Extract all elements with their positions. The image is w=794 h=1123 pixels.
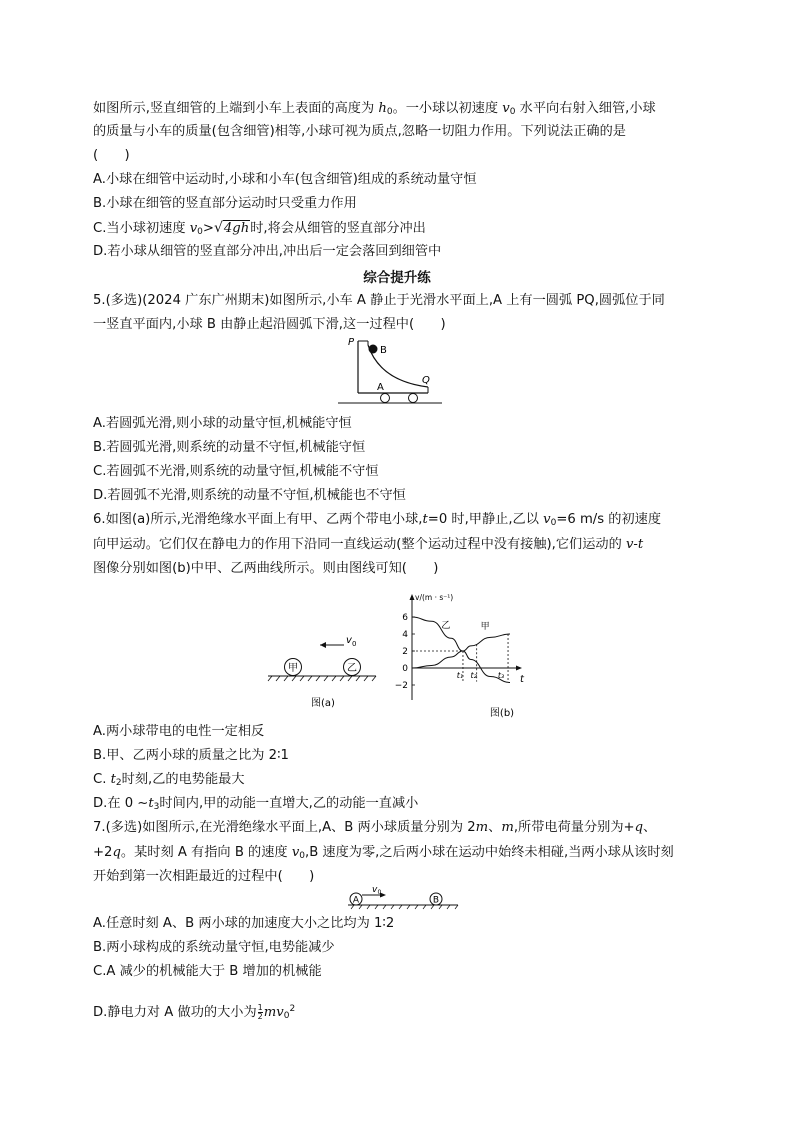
q5-option-a: A.若圆弧光滑,则小球的动量守恒,机械能守恒 xyxy=(93,416,352,431)
q7-v0: v xyxy=(291,845,300,860)
q5-stem-line1: 5.(多选)(2024 广东广州期末)如图所示,小车 A 静止于光滑水平面上,A 上有一圆弧 PQ,圆弧位于同 xyxy=(93,293,665,308)
q5-option-d: D.若圆弧不光滑,则系统的动量不守恒,机械能也不守恒 xyxy=(93,488,406,503)
q4-option-b: B.小球在细管的竖直部分运动时只受重力作用 xyxy=(93,196,357,211)
q5-option-c: C.若圆弧不光滑,则系统的动量守恒,机械能不守恒 xyxy=(93,464,379,479)
q4-h0-sub: 0 xyxy=(386,107,393,117)
series-line-jia xyxy=(412,634,510,668)
q7-option-d-sup: 2 xyxy=(289,1004,296,1014)
q7-stem-line2 xyxy=(93,843,674,866)
q4-option-c-text: C.当小球初速度 xyxy=(93,221,190,236)
q6-v0-sub: 0 xyxy=(550,518,557,528)
q6-fig-a-v: v xyxy=(346,635,352,646)
t-tick-label: t₁ xyxy=(456,671,464,681)
q6-figure-b-chart xyxy=(392,590,532,718)
q4-option-c-sub: 0 xyxy=(197,227,203,237)
q7-m2: m xyxy=(501,820,514,835)
q4-option-c-v: v xyxy=(189,221,198,236)
chart-y-arrow xyxy=(410,594,415,600)
q6-stem-text: =0 时,甲静止,乙以 xyxy=(427,512,544,527)
q7-option-c: C.A 减少的机械能大于 B 增加的机械能 xyxy=(93,964,322,979)
q6-option-c-text: 时刻,乙的电势能最大 xyxy=(121,772,245,787)
q4-option-d: D.若小球从细管的竖直部分冲出,冲出后一定会落回到细管中 xyxy=(93,244,442,259)
curve-label-yi: 乙 xyxy=(441,621,451,632)
q7-stem-text: 、 xyxy=(488,820,502,835)
t-tick-label: t₂ xyxy=(470,671,477,681)
fraction-one-half xyxy=(258,1004,263,1021)
q7-figure xyxy=(318,885,460,913)
q4-option-c-text2: 时,将会从细管的竖直部分冲出 xyxy=(250,221,426,236)
y-tick-label: 4 xyxy=(402,630,408,640)
q7-stem-text: 7.(多选)如图所示,在光滑绝缘水平面上,A、B 两小球质量分别为 2 xyxy=(93,820,476,835)
q7-stem-text: ,B 速度为零,之后两小球在运动中始终未相碰,当两小球从该时刻 xyxy=(305,845,674,860)
q5-figure xyxy=(330,335,450,409)
q7-fig-v: v xyxy=(372,885,378,895)
q7-m1: m xyxy=(475,820,489,835)
y-tick-label: 0 xyxy=(402,664,408,674)
q4-option-c-gt: > xyxy=(202,221,214,236)
q6-stem-line2 xyxy=(93,535,643,555)
q6-stem-text: 向甲运动。它们仅在静电力的作用下沿同一直线运动(整个运动过程中没有接触),它们运动的 xyxy=(93,537,626,552)
q5-fig-label-p: P xyxy=(348,337,355,348)
q6-stem-line1 xyxy=(93,510,661,533)
q7-fig-ball-a: A xyxy=(352,895,360,906)
q6-option-d-text2: 时间内,甲的动能一直增大,乙的动能一直减小 xyxy=(159,796,419,811)
q5-option-b: B.若圆弧光滑,则系统的动量不守恒,机械能守恒 xyxy=(93,440,366,455)
q6-t: t xyxy=(422,512,428,527)
chart-caption: 图(b) xyxy=(489,708,515,719)
q7-option-a: A.任意时刻 A、B 两小球的加速度大小之比均为 1∶2 xyxy=(93,916,395,931)
q4-option-c xyxy=(93,218,426,242)
y-tick-label: 2 xyxy=(402,647,408,657)
fraction-numerator: 1 xyxy=(257,1002,263,1012)
q4-stem-line1 xyxy=(93,99,656,122)
q4-stem-line2: 的质量与小车的质量(包含细管)相等,小球可视为质点,忽略一切阻力作用。下列说法正确的是 xyxy=(93,124,626,139)
q7-stem-line1 xyxy=(93,818,656,838)
q6-ball-yi: 乙 xyxy=(347,663,357,674)
q7-fig-ball-b: B xyxy=(432,895,440,906)
q5-stem-line2: 一竖直平面内,小球 B 由静止起沿圆弧下滑,这一过程中( ) xyxy=(93,317,446,332)
q4-stem-text: 如图所示,竖直细管的上端到小车上表面的高度为 xyxy=(93,101,379,116)
q4-stem-text: 。一小球以初速度 xyxy=(392,101,503,116)
q7-q1: q xyxy=(634,820,644,835)
q6-ball-jia: 甲 xyxy=(288,663,298,674)
y-tick-label: 6 xyxy=(402,613,408,623)
q6-option-c: C. $t_2$时刻,乙的电势能最大 xyxy=(93,772,245,788)
q6-figure-a xyxy=(262,635,382,715)
q7-q2: q xyxy=(112,845,121,860)
q4-stem-text: 水平向右射入细管,小球 xyxy=(515,101,656,116)
fraction-denominator: 2 xyxy=(257,1011,263,1021)
q7-option-d-text: D.静电力对 A 做功的大小为 xyxy=(93,1005,257,1020)
sqrt-sign: √ xyxy=(213,220,223,236)
q6-fig-a-v-sub: 0 xyxy=(352,640,357,648)
q7-stem-text: +2 xyxy=(93,845,113,860)
q6-option-c-sub: 2 xyxy=(115,778,122,788)
q7-fig-v-sub: 0 xyxy=(377,889,382,896)
q6-vt: v-t xyxy=(625,537,644,552)
q4-option-a: A.小球在细管中运动时,小球和小车(包含细管)组成的系统动量守恒 xyxy=(93,172,477,187)
q7-option-d-mv: mv xyxy=(263,1005,284,1020)
q6-v0: v xyxy=(543,512,551,527)
q7-option-d xyxy=(93,999,295,1026)
q6-stem-line3: 图像分别如图(b)中甲、乙两曲线所示。则由图线可知( ) xyxy=(93,561,439,576)
chart-y-label: v/(m · s⁻¹) xyxy=(415,593,454,602)
q5-fig-label-q: Q xyxy=(422,375,430,386)
q7-stem-line3: 开始到第一次相距最近的过程中( ) xyxy=(93,869,315,884)
q7-option-d-sub: 0 xyxy=(283,1011,290,1021)
q7-stem-text: ,所带电荷量分别为+ xyxy=(513,820,635,835)
q6-option-d-sub: 3 xyxy=(153,802,160,812)
q6-option-c-t: t xyxy=(110,772,116,787)
q7-stem-text: 、 xyxy=(643,820,657,835)
curve-label-jia: 甲 xyxy=(480,621,490,632)
q6-option-a: A.两小球带电的电性一定相反 xyxy=(93,724,265,739)
q5-fig-label-b: B xyxy=(380,345,387,356)
t-tick-label: t₃ xyxy=(497,671,505,681)
q4-h0: h xyxy=(378,101,387,116)
q4-v0-sub: 0 xyxy=(509,107,516,117)
section-title: 综合提升练 xyxy=(363,270,431,286)
q4-answer-blank: ( ) xyxy=(93,148,130,163)
q6-option-d xyxy=(93,794,418,817)
chart-x-label: t xyxy=(520,674,524,685)
q7-stem-text: 。某时刻 A 有指向 B 的速度 xyxy=(120,845,292,860)
q6-option-d-t: t xyxy=(148,796,154,811)
q6-stem-text: =6 m/s 的初速度 xyxy=(556,512,662,527)
q7-v0-sub: 0 xyxy=(299,851,305,861)
q6-fig-a-caption: 图(a) xyxy=(311,698,335,709)
q7-option-b: B.两小球构成的系统动量守恒,电势能减少 xyxy=(93,940,335,955)
q6-stem-text: 6.如图(a)所示,光滑绝缘水平面上有甲、乙两个带电小球, xyxy=(93,512,423,527)
q4-option-c-sqrt: 4gh xyxy=(223,221,250,236)
q4-v0: v xyxy=(502,101,510,116)
q6-option-b: B.甲、乙两小球的质量之比为 2∶1 xyxy=(93,748,289,763)
y-tick-label: −2 xyxy=(394,681,408,691)
q6-option-d-text: D.在 0 ~ xyxy=(93,796,149,811)
chart-x-arrow xyxy=(516,666,522,671)
q5-fig-label-a: A xyxy=(377,382,384,393)
